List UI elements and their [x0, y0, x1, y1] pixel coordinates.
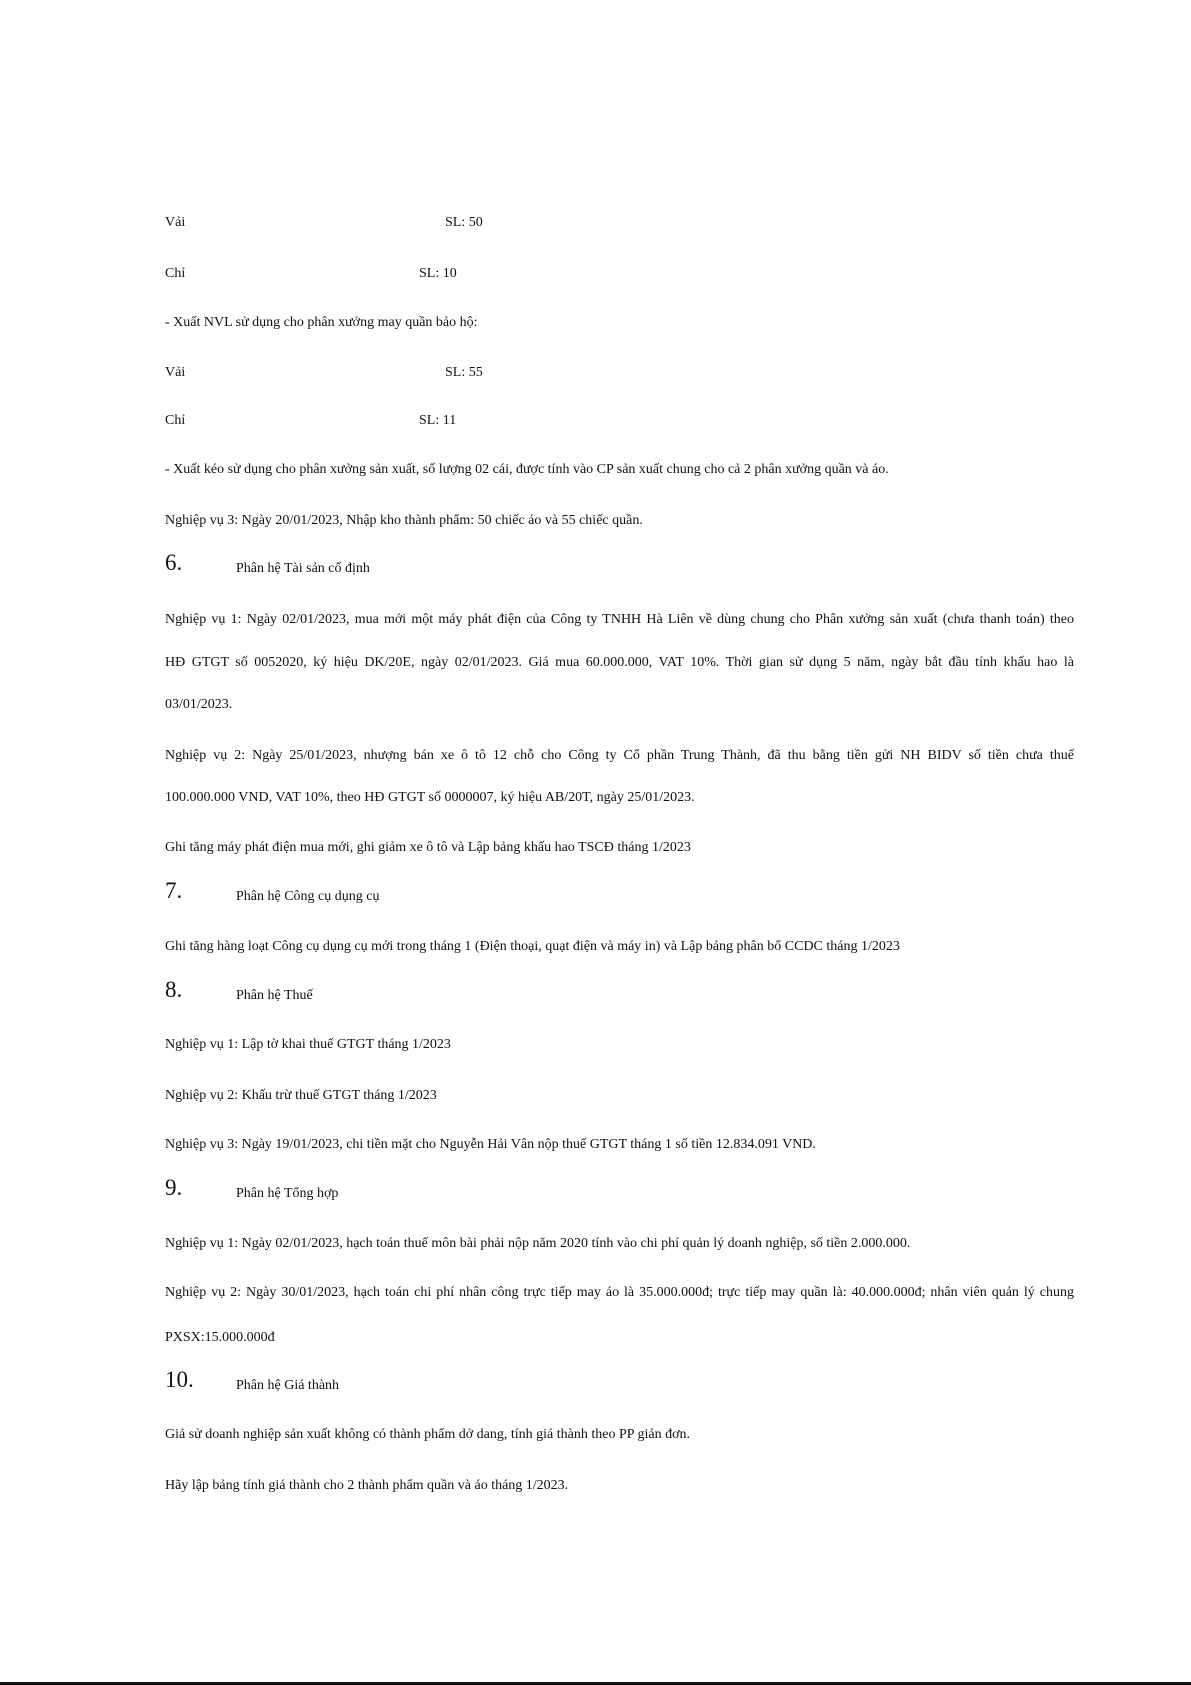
quantity-value: SL: 11 [419, 413, 457, 428]
paragraph-line: PXSX:15.000.000đ [165, 1330, 275, 1345]
paragraph-line: Nghiệp vụ 2: Ngày 25/01/2023, nhượng bán xe ô tô 12 chỗ cho Công ty Cổ phần Trung Thành, đã thu bằng tiền gửi NH BIDV số tiền chưa thuế [165, 748, 1074, 763]
paragraph-line: 03/01/2023. [165, 697, 233, 712]
section-number: 10. [165, 1367, 194, 1392]
section-title: Phân hệ Thuế [236, 988, 313, 1003]
paragraph-line: Nghiệp vụ 2: Khấu trừ thuế GTGT tháng 1/2023 [165, 1088, 437, 1103]
paragraph-line: Nghiệp vụ 1: Ngày 02/01/2023, hạch toán thuế môn bài phải nộp năm 2020 tính vào chi phí quản lý doanh nghiệp, số tiền 2.000.000. [165, 1236, 911, 1251]
paragraph-line: Nghiệp vụ 2: Ngày 30/01/2023, hạch toán chi phí nhân công trực tiếp may áo là 35.000.000đ; trực tiếp may quần là: 40.000.000đ; nhân viên quản lý chung [165, 1285, 1074, 1300]
section-number: 9. [165, 1175, 183, 1200]
section-title: Phân hệ Tài sản cố định [236, 561, 370, 576]
quantity-value: SL: 55 [445, 365, 483, 380]
paragraph-line: Nghiệp vụ 1: Lập tờ khai thuế GTGT tháng 1/2023 [165, 1037, 451, 1052]
section-number: 6. [165, 550, 183, 575]
paragraph-line: - Xuất kéo sử dụng cho phân xưởng sản xuất, số lượng 02 cái, được tính vào CP sản xuất chung cho cả 2 phân xưởng quần và áo. [165, 462, 889, 477]
material-label: Chỉ [165, 413, 186, 428]
material-label: Vải [165, 365, 186, 380]
section-title: Phân hệ Giá thành [236, 1378, 340, 1393]
section-title: Phân hệ Công cụ dụng cụ [236, 889, 380, 904]
paragraph-line: 100.000.000 VND, VAT 10%, theo HĐ GTGT số 0000007, ký hiệu AB/20T, ngày 25/01/2023. [165, 790, 695, 805]
section-number: 7. [165, 878, 183, 903]
material-label: Chỉ [165, 266, 186, 281]
paragraph-line: HĐ GTGT số 0052020, ký hiệu DK/20E, ngày 02/01/2023. Giá mua 60.000.000, VAT 10%. Thời gian sử dụng 5 năm, ngày bắt đầu tính khấu hao là [165, 655, 1074, 670]
paragraph-line: Hãy lập bảng tính giá thành cho 2 thành phẩm quần và áo tháng 1/2023. [165, 1478, 569, 1493]
paragraph-line: Ghi tăng hàng loạt Công cụ dụng cụ mới trong tháng 1 (Điện thoại, quạt điện và máy in) và Lập bảng phân bổ CCDC tháng 1/2023 [165, 939, 900, 954]
quantity-value: SL: 50 [445, 215, 483, 230]
material-label: Vải [165, 215, 186, 230]
paragraph-line: Giả sử doanh nghiệp sản xuất không có thành phẩm dở dang, tính giá thành theo PP giản đơn. [165, 1427, 691, 1442]
section-title: Phân hệ Tổng hợp [236, 1186, 339, 1201]
paragraph-line: - Xuất NVL sử dụng cho phân xưởng may quần bảo hộ: [165, 315, 478, 330]
paragraph-line: Ghi tăng máy phát điện mua mới, ghi giảm xe ô tô và Lập bảng khấu hao TSCĐ tháng 1/2023 [165, 840, 691, 855]
quantity-value: SL: 10 [419, 266, 457, 281]
paragraph-line: Nghiệp vụ 3: Ngày 19/01/2023, chi tiền mặt cho Nguyễn Hải Vân nộp thuế GTGT tháng 1 số tiền 12.834.091 VND. [165, 1137, 816, 1152]
paragraph-line: Nghiệp vụ 3: Ngày 20/01/2023, Nhập kho thành phẩm: 50 chiếc áo và 55 chiếc quần. [165, 513, 643, 528]
section-number: 8. [165, 977, 183, 1002]
paragraph-line: Nghiệp vụ 1: Ngày 02/01/2023, mua mới một máy phát điện của Công ty TNHH Hà Liên về dùng chung cho Phân xưởng sản xuất (chưa thanh toán) theo [165, 612, 1074, 627]
